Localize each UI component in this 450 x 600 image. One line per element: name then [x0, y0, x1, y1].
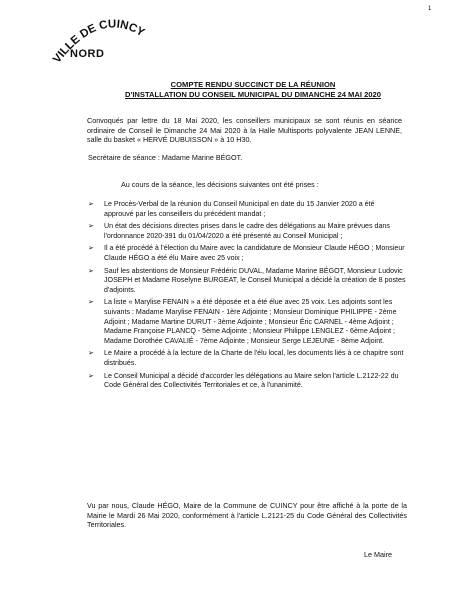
list-item: ➢ Le Conseil Municipal a décidé d'accorder les délégations au Maire selon l'article L.2122-22 du Code Général des Collectivités Territoriales et ce, à l'unanimité. [88, 371, 399, 390]
page-number: 1 [428, 6, 432, 12]
bullet-arrow-icon: ➢ [88, 349, 94, 358]
bullet-arrow-icon: ➢ [88, 298, 94, 307]
title-line-2: D'INSTALLATION DU CONSEIL MUNICIPAL DU DIMANCHE 24 MAI 2020 [125, 89, 381, 99]
bullet-arrow-icon: ➢ [88, 222, 94, 231]
stamp-region: NORD [70, 48, 105, 60]
title-line-1: COMPTE RENDU SUCCINCT DE LA RÉUNION [170, 80, 336, 89]
bullet-arrow-icon: ➢ [88, 244, 94, 253]
town-stamp-arc [50, 18, 162, 73]
bullet-arrow-icon: ➢ [88, 371, 94, 380]
list-item: ➢ Sauf les abstentions de Monsieur Frédéric DUVAL, Madame Marine BÉGOT, Monsieur Ludovic JOSEPH et Madame Roselyne BURGEAT, le Conseil Municipal a décidé la création de 8 postes d'adjoints. [88, 266, 406, 294]
bullet-arrow-icon: ➢ [88, 266, 94, 275]
decisions-list [88, 200, 406, 394]
signature: Le Maire [364, 550, 392, 559]
list-item: ➢ La liste « Marylise FENAIN » a été déposée et a été élue avec 25 voix. Les adjoints sont les suivants : Madame Marylise FENAIN - 1ère Adjointe ; Monsieur Dominique PHILIPPE - 2ème Adjoint ; Madame Martine DURUT - 3ème Adjointe ; Monsieur Éric CARNEL - 4ème Adjoint ; Madame Françoise PLANCQ - 5ème Adjointe ; Monsieur Philippe LENGLEZ - 6ème Adjoint ; Madame Dorothée CAVALIÉ - 7ème Adjointe ; Monsieur Serge LEJEUNE - 8ème Adjoint. [88, 298, 397, 345]
list-item: ➢ Il a été procédé à l'élection du Maire avec la candidature de Monsieur Claude HÉGO ; Monsieur Claude HÉGO a été élu Maire avec 25 voix ; [88, 244, 405, 262]
document-title [108, 80, 398, 100]
list-item: ➢ Un état des décisions directes prises dans le cadre des délégations au Maire prévues dans l'ordonnance 2020-391 du 01/04/2020 a été présenté au Conseil Municipal ; [88, 222, 390, 240]
list-item: ➢ Le Procès-Verbal de la réunion du Conseil Municipal en date du 15 Janvier 2020 a été approuvé par les conseillers du précédent mandat ; [88, 200, 375, 218]
list-item: ➢ Le Maire a procédé à la lecture de la Charte de l'élu local, les documents liés à ce chapitre sont distribués. [88, 349, 404, 367]
decisions-intro: Au cours de la séance, les décisions suivantes ont été prises : [121, 180, 319, 189]
bullet-arrow-icon: ➢ [88, 200, 94, 208]
closing-paragraph: Vu par nous, Claude HÉGO, Maire de la Commune de CUINCY pour être affiché à la porte de la Mairie le Mardi 26 Mai 2020, conformément à l'article L.2121-25 du Code Général des Collectivités Territoriales. [87, 501, 407, 530]
stamp-town-text: VILLE DE CUINCY [51, 18, 147, 66]
secretary-line: Secrétaire de séance : Madame Marine BÉGOT. [88, 153, 243, 162]
intro-paragraph: Convoqués par lettre du 18 Mai 2020, les conseillers municipaux se sont réunis en séance ordinaire de Conseil le Dimanche 24 Mai 2020 à la Halle Multisports polyvalente JEAN LENNE, salle du basket « HERVÉ DUBUISSON » à 10 H30. [87, 116, 402, 145]
